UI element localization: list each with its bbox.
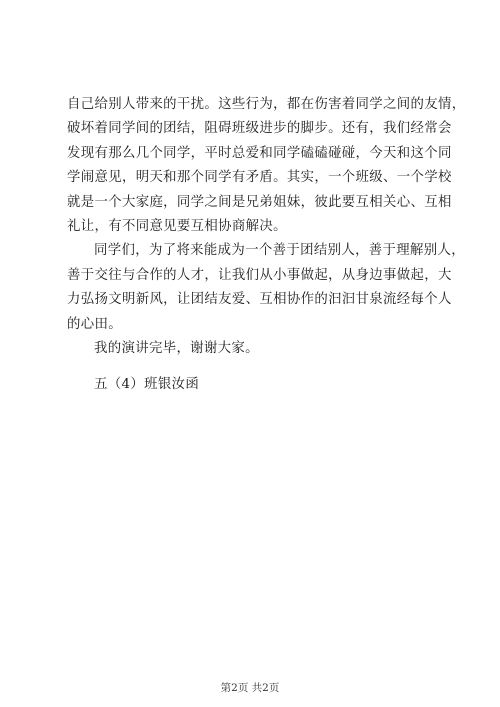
- text-line: 同学们，为了将来能成为一个善于团结别人，善于理解别人，: [94, 243, 465, 259]
- text-line: 破坏着同学间的团结，阻碍班级进步的脚步。还有，我们经常会: [67, 121, 452, 137]
- text-line: 就是一个大家庭，同学之间是兄弟姐妹，彼此要互相关心、互相: [67, 194, 452, 210]
- text-line: 发现有那么几个同学，平时总爱和同学磕磕碰碰，今天和这个同: [67, 145, 452, 161]
- signature: 五（4）班银汝函: [94, 377, 200, 392]
- text-line: 善于交往与合作的人才，让我们从小事做起，从身边事做起，大: [67, 267, 452, 283]
- page-footer: 第2页 共2页: [220, 682, 280, 694]
- text-line: 的心田。: [67, 316, 122, 332]
- text-line: 力弘扬文明新风，让团结友爱、互相协作的汩汩甘泉流经每个人: [67, 292, 452, 308]
- document-body: [67, 93, 466, 361]
- text-line: 礼让，有不同意见要互相协商解决。: [67, 219, 287, 235]
- text-line: 自己给别人带来的干扰。这些行为，都在伤害着同学之间的友情，: [67, 97, 466, 112]
- paragraph-1: [67, 93, 466, 239]
- closing-paragraph: [67, 337, 437, 361]
- text-line: 学闹意见，明天和那个同学有矛盾。其实，一个班级、一个学校: [67, 170, 452, 186]
- paragraph-2: [67, 239, 465, 337]
- closing-line: 我的演讲完毕，谢谢大家。: [94, 341, 259, 357]
